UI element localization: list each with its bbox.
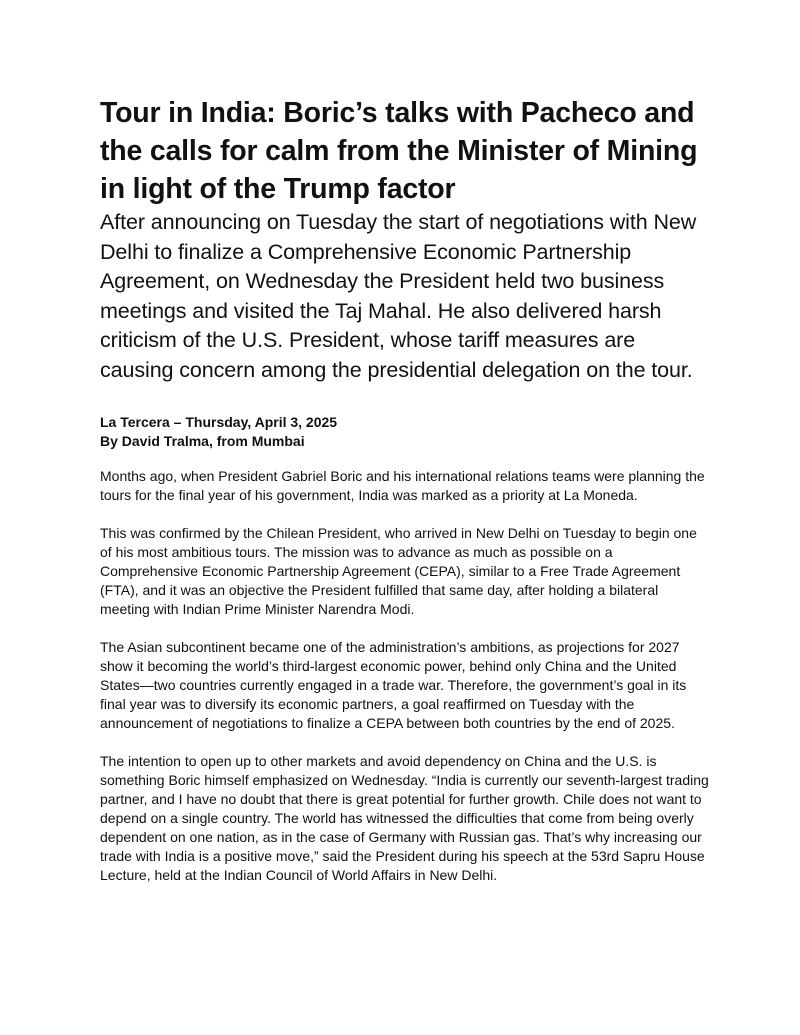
article-title: Tour in India: Boric’s talks with Pacheco and the calls for calm from the Minister of Mining in light of the Trump factor — [100, 97, 698, 205]
article-subtitle: After announcing on Tuesday the start of negotiations with New Delhi to finalize a Comprehensive Economic Partnership Agreement, on Wednesday the President held two business meetings and visited the Taj Mahal. He also delivered harsh criticism of the U.S. President, whose tariff measures are causing concern among the presidential delegation on the tour. — [100, 210, 697, 382]
paragraph: This was confirmed by the Chilean President, who arrived in New Delhi on Tuesday to begin one of his most ambitious tours. The mission was to advance as much as possible on a Comprehensive Economic Partnership Agreement (CEPA), similar to a Free Trade Agreement (FTA), and it was an objective the President fulfilled that same day, after holding a bilateral meeting with Indian Prime Minister Narendra Modi. — [100, 524, 697, 617]
byline — [100, 413, 710, 451]
paragraph: The Asian subcontinent became one of the administration’s ambitions, as projections for 2027 show it becoming the world’s third-largest economic power, behind only China and the United States—two countries currently engaged in a trade war. Therefore, the government’s goal in its final year was to diversify its economic partners, a goal reaffirmed on Tuesday with the announcement of negotiations to finalize a CEPA between both countries by the end of 2025. — [100, 638, 687, 731]
paragraph: Months ago, when President Gabriel Boric and his international relations teams were planning the tours for the final year of his government, India was marked as a priority at La Moneda. — [100, 467, 705, 503]
article-body — [100, 467, 710, 885]
paragraph: The intention to open up to other markets and avoid dependency on China and the U.S. is something Boric himself emphasized on Wednesday. “India is currently our seventh-largest trading partner, and I have no doubt that there is great potential for further growth. Chile does not want to depend on a single country. The world has witnessed the difficulties that come from being overly dependent on one nation, as in the case of Germany with Russian gas. That’s why increasing our trade with India is a positive move,” said the President during his speech at the 53rd Sapru House Lecture, held at the Indian Council of World Affairs in New Delhi. — [100, 752, 709, 883]
article — [100, 94, 710, 904]
author: By David Tralma, from Mumbai — [100, 432, 305, 449]
source-date: La Tercera – Thursday, April 3, 2025 — [100, 413, 338, 430]
